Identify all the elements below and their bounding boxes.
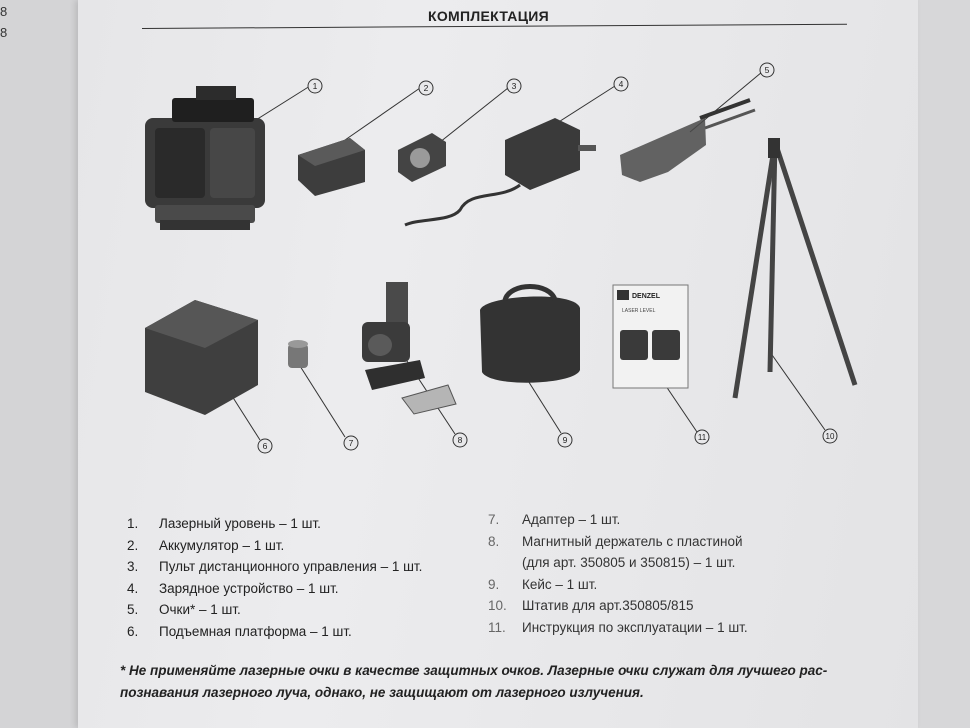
list-item: 6. Подъемная платформа – 1 шт. (127, 623, 352, 639)
tripod-image (735, 138, 855, 398)
items-list-left (127, 513, 422, 642)
list-item: 1. Лазерный уровень – 1 шт. (127, 516, 321, 531)
adapter-image (288, 340, 308, 368)
section-title: КОМПЛЕКТАЦИЯ (428, 8, 549, 24)
callout-label: 4 (618, 79, 624, 89)
list-item: 9. Кейс – 1 шт. (488, 576, 598, 592)
booklet-caption: LASER LEVEL (622, 308, 656, 314)
list-item: 8. Магнитный держатель с пластиной (488, 533, 743, 549)
lift-platform-image (145, 300, 258, 415)
magnetic-holder-image (362, 282, 456, 414)
callout-label: 6 (262, 441, 268, 451)
callout-label: 2 (423, 83, 429, 93)
callout-label: 3 (511, 81, 517, 91)
list-item: 3. Пульт дистанционного управления – 1 шт. (127, 559, 423, 574)
remote-image (398, 133, 446, 182)
callout-label: 9 (562, 435, 568, 445)
warning-note (120, 660, 900, 704)
battery-image (298, 138, 365, 196)
booklet-brand: DENZEL (632, 293, 660, 300)
callout-label: 11 (697, 433, 707, 442)
callout-label: 7 (348, 438, 354, 448)
list-item: 7. Адаптер – 1 шт. (488, 512, 621, 527)
case-image (480, 287, 580, 383)
list-item: 2. Аккумулятор – 1 шт. (127, 537, 285, 553)
margin-number: 8 (0, 4, 8, 19)
callout-label: 8 (457, 435, 463, 445)
list-item: 5. Очки* – 1 шт. (127, 602, 241, 617)
note-line: познавания лазерного луча, однако, не защищают от лазерного излучения. (120, 685, 644, 700)
list-item: 10. Штатив для арт.350805/815 (488, 598, 694, 613)
note-line: * Не применяйте лазерные очки в качестве защитных очков. Лазерные очки служат для лучшего рас- (120, 663, 828, 678)
items-list-right (488, 509, 748, 638)
callout-label: 5 (764, 65, 770, 75)
manual-booklet-image (613, 285, 688, 388)
list-item-continuation: (для арт. 350805 и 350815) – 1 шт. (522, 555, 736, 570)
list-item: 11. Инструкция по эксплуатации – 1 шт. (488, 619, 748, 635)
glasses-image (620, 100, 755, 182)
callout-label: 1 (312, 81, 318, 91)
margin-number: 8 (0, 25, 8, 40)
callout-label: 10 (825, 432, 835, 441)
list-item: 4. Зарядное устройство – 1 шт. (127, 580, 339, 596)
laser-level-image (145, 86, 265, 230)
